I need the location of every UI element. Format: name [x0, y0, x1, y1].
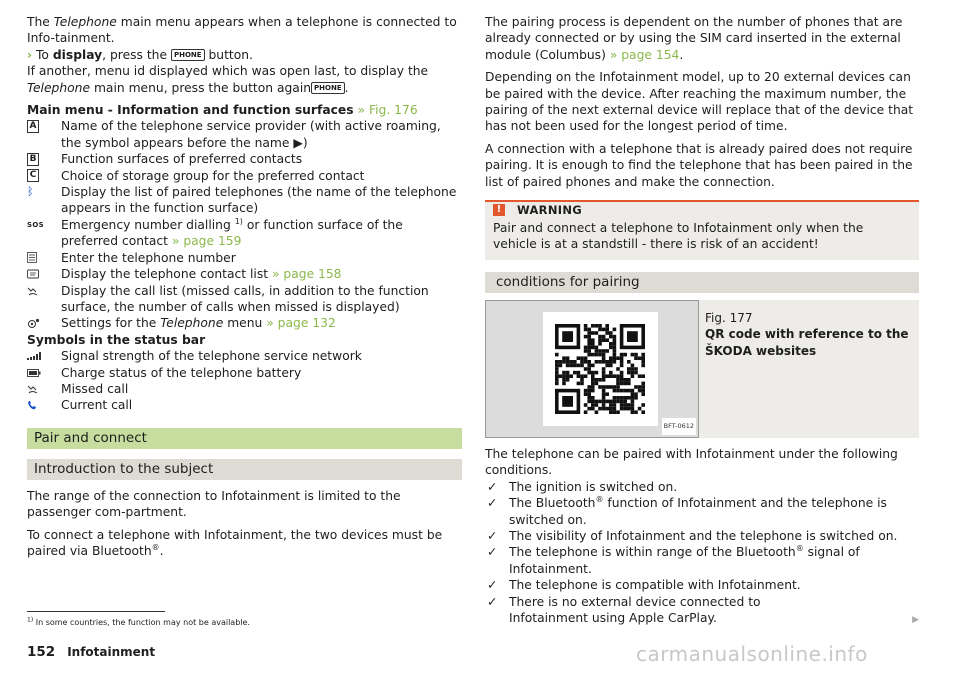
sos-icon: SOS — [27, 220, 44, 229]
warning-icon: ! — [493, 204, 505, 216]
status-signal: Signal strength of the telephone service network — [27, 348, 462, 364]
condition-item: ✓ The visibility of Infotainment and the telephone is switched on. — [487, 528, 898, 543]
page-159-link[interactable]: » page 159 — [171, 234, 242, 249]
fig-176-link[interactable]: » Fig. 176 — [357, 103, 418, 118]
heading-introduction: Introduction to the subject — [27, 459, 462, 480]
check-icon: ✓ — [487, 496, 498, 511]
section-name: Infotainment — [67, 645, 156, 659]
status-battery: Charge status of the telephone battery — [27, 365, 462, 381]
qr-code-icon — [543, 312, 658, 426]
keypad-icon — [27, 252, 37, 263]
call-list-icon — [27, 286, 39, 296]
bluetooth-paragraph: To connect a telephone with Infotainment, the two devices must be paired via Bluetooth®. — [27, 527, 443, 558]
warning-label: WARNING — [517, 202, 582, 217]
figure-tag: BFT-0612 — [662, 418, 696, 434]
intro-paragraph: The Telephone main menu appears when a telephone is connected to Info-tainment. — [27, 15, 457, 46]
pairing-process-paragraph: The pairing process is dependent on the number of phones that are already connected or by using the SIM card inserted in the external module (Columbus) » page 154. — [485, 15, 903, 62]
page-footer — [27, 644, 155, 660]
page-158-link[interactable]: » page 158 — [271, 267, 342, 282]
item-sos: SOS Emergency number dialling $^{1)}$ or function surface of the preferred contact » page 159 — [27, 216, 403, 249]
item-c: C Choice of storage group for the preferred contact — [27, 168, 462, 184]
contacts-icon — [27, 269, 39, 279]
status-bar-title: Symbols in the status bar — [27, 332, 206, 347]
condition-item: ✓ There is no external device connected to Infotainment using Apple CarPlay. ▶ — [485, 594, 919, 627]
devices-paragraph: Depending on the Infotainment model, up to 20 external devices can be paired with the device. After reaching the maximum number, the pairing of the next external device will replace that of the device that has not been used for the longest period of time. — [485, 70, 914, 134]
condition-item: ✓ The Bluetooth® function of Infotainment and the telephone is switched on. — [487, 495, 887, 527]
footnote: $^{1)}$ In some countries, the function may not be available. — [27, 616, 250, 627]
main-menu-title: Main menu - Information and function surfaces » Fig. 176 — [27, 103, 418, 118]
check-icon: ✓ — [487, 528, 498, 543]
qr-figure — [485, 300, 699, 438]
check-icon: ✓ — [487, 578, 498, 593]
condition-item: ✓ The telephone is compatible with Infotainment. — [487, 578, 801, 593]
phone-key-icon: PHONE — [171, 49, 205, 61]
connection-paragraph: A connection with a telephone that is already paired does not require pairing. It is enough to find the telephone that has been paired in the list of paired phones and make the connection. — [485, 141, 913, 189]
heading-conditions: conditions for pairing — [485, 272, 919, 293]
footnote-divider — [27, 611, 165, 612]
figure-caption-text: QR code with reference to the ŠKODA websites — [705, 327, 909, 358]
battery-icon — [27, 369, 41, 377]
signal-icon — [27, 352, 43, 360]
left-column — [27, 14, 462, 559]
continue-arrow-icon: ▶ — [912, 614, 919, 625]
item-bluetooth: ᛒ Display the list of paired telephones (the name of the telephone appears in the function surface) — [27, 184, 457, 216]
intro-paragraph-2: If another, menu id displayed which was open last, to display the Telephone main menu, press the button again PHONE . — [27, 64, 429, 95]
missed-call-icon — [27, 384, 39, 394]
item-contacts: Display the telephone contact list » page 158 — [27, 266, 462, 282]
warning-box — [485, 200, 919, 260]
item-keypad: Enter the telephone number — [27, 250, 462, 266]
instruction-step: › To display, press the PHONE button. — [27, 47, 253, 62]
status-current-call: Current call — [27, 397, 462, 413]
condition-item: ✓ The ignition is switched on. — [487, 479, 678, 494]
page-number: 152 — [27, 644, 56, 660]
phone-key-icon-2: PHONE — [311, 82, 345, 94]
figure-177 — [485, 300, 919, 438]
item-a: A Name of the telephone service provider (with active roaming, the symbol appears before the name ▶) — [27, 118, 462, 151]
settings-icon — [27, 318, 40, 329]
right-column — [485, 14, 919, 626]
item-call-list: Display the call list (missed calls, in addition to the function surface, the number of calls when missed is displayed) — [27, 283, 462, 316]
condition-item: ✓ The telephone is within range of the Bluetooth® signal of Infotainment. — [487, 544, 860, 576]
check-icon: ✓ — [487, 479, 498, 494]
check-icon: ✓ — [487, 594, 498, 609]
status-missed-call: Missed call — [27, 381, 462, 397]
page-154-link[interactable]: » page 154 — [609, 47, 680, 62]
page-132-link[interactable]: » page 132 — [266, 316, 336, 331]
figure-number: Fig. 177 — [705, 310, 753, 325]
conditions-intro: The telephone can be paired with Infotainment under the following conditions. — [485, 446, 898, 478]
check-icon: ✓ — [487, 545, 498, 560]
current-call-icon — [27, 400, 37, 410]
heading-pair-and-connect: Pair and connect — [27, 428, 462, 449]
bluetooth-icon: ᛒ — [27, 184, 34, 198]
item-b: B Function surfaces of preferred contacts — [27, 151, 462, 167]
step-arrow-icon: › — [27, 47, 33, 62]
warning-text: Pair and connect a telephone to Infotainment only when the vehicle is at a standstill - there is risk of an accident! — [493, 221, 864, 252]
range-paragraph: The range of the connection to Infotainment is limited to the passenger com-partment. — [27, 488, 401, 520]
item-settings: Settings for the Telephone menu » page 132 — [27, 315, 462, 331]
figure-caption — [699, 300, 919, 438]
watermark: carmanualsonline.info — [636, 642, 868, 666]
